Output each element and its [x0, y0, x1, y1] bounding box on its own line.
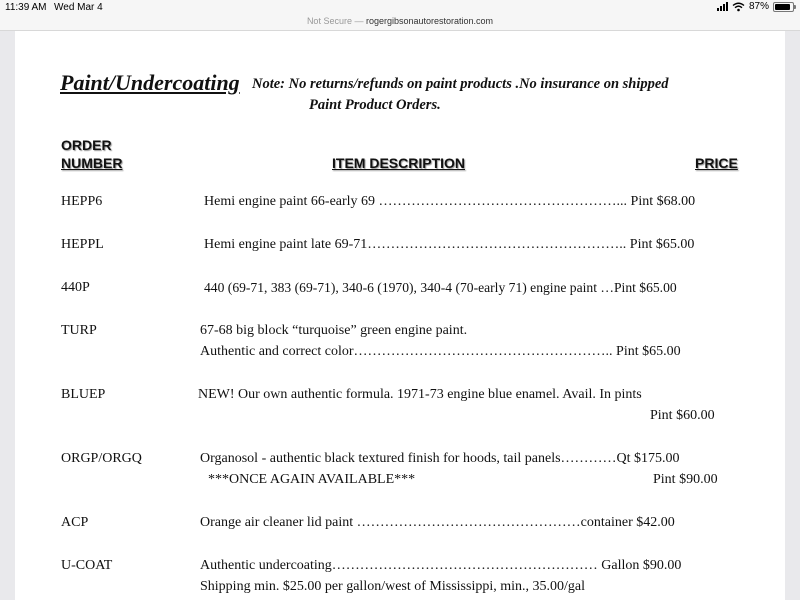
wifi-icon	[732, 2, 745, 12]
item-description: Organosol - authentic black textured finish for hoods, tail panels…………Qt $175.00	[200, 451, 680, 466]
item-description: Orange air cleaner lid paint …………………………………………container $42.00	[200, 515, 675, 530]
shipping-note: Shipping min. $25.00 per gallon/west of Mississippi, min., 35.00/gal	[200, 579, 585, 594]
item-price: Pint $90.00	[653, 472, 718, 487]
url-host: rogergibsonautorestoration.com	[365, 16, 494, 26]
item-code: HEPPL	[61, 237, 104, 252]
item-code: BLUEP	[61, 387, 106, 402]
battery-percent: 87%	[748, 1, 769, 12]
item-code: TURP	[61, 323, 97, 338]
item-description: Hemi engine paint 66-early 69 ……………………………………………... Pint $68.00	[204, 194, 696, 209]
item-code: 440P	[61, 280, 90, 295]
item-description: Authentic and correct color……………………………………………….. Pint $65.00	[200, 344, 681, 359]
item-description: 67-68 big block “turquoise” green engine paint.	[200, 323, 468, 338]
status-date: Wed Mar 4	[54, 2, 103, 13]
status-indicators	[717, 1, 794, 12]
item-code: U-COAT	[61, 558, 113, 573]
status-time: 11:39 AM	[5, 2, 47, 13]
item-code: ORGP/ORGQ	[61, 451, 142, 466]
item-description: Authentic undercoating………………………………………………… Gallon $90.00	[200, 558, 682, 573]
column-header-price: PRICE	[695, 155, 738, 171]
notice-line-1: Note: No returns/refunds on paint products .No insurance on shipped	[252, 76, 669, 92]
column-header-order-1: ORDER	[61, 137, 112, 153]
address-bar[interactable]	[0, 16, 800, 31]
item-description: NEW! Our own authentic formula. 1971-73 engine blue enamel. Avail. In pints	[198, 387, 642, 402]
item-code: ACP	[61, 515, 89, 530]
item-code: HEPP6	[61, 194, 103, 209]
web-page	[15, 31, 785, 600]
column-header-order-2: NUMBER	[61, 155, 123, 171]
availability-note: ***ONCE AGAIN AVAILABLE***	[208, 472, 416, 487]
cellular-signal-icon	[717, 2, 728, 11]
page-title: Paint/Undercoating	[60, 70, 240, 95]
battery-icon	[773, 2, 794, 12]
column-header-description: ITEM DESCRIPTION	[332, 155, 466, 171]
item-description: 440 (69-71, 383 (69-71), 340-6 (1970), 340-4 (70-early 71) engine paint …Pint $65.00	[204, 280, 677, 295]
security-label: Not Secure —	[306, 16, 364, 26]
item-description: Hemi engine paint late 69-71……………………………………………….. Pint $65.00	[204, 237, 695, 252]
item-price: Pint $60.00	[650, 408, 715, 423]
status-bar	[0, 0, 800, 16]
notice-line-2: Paint Product Orders.	[309, 97, 441, 113]
